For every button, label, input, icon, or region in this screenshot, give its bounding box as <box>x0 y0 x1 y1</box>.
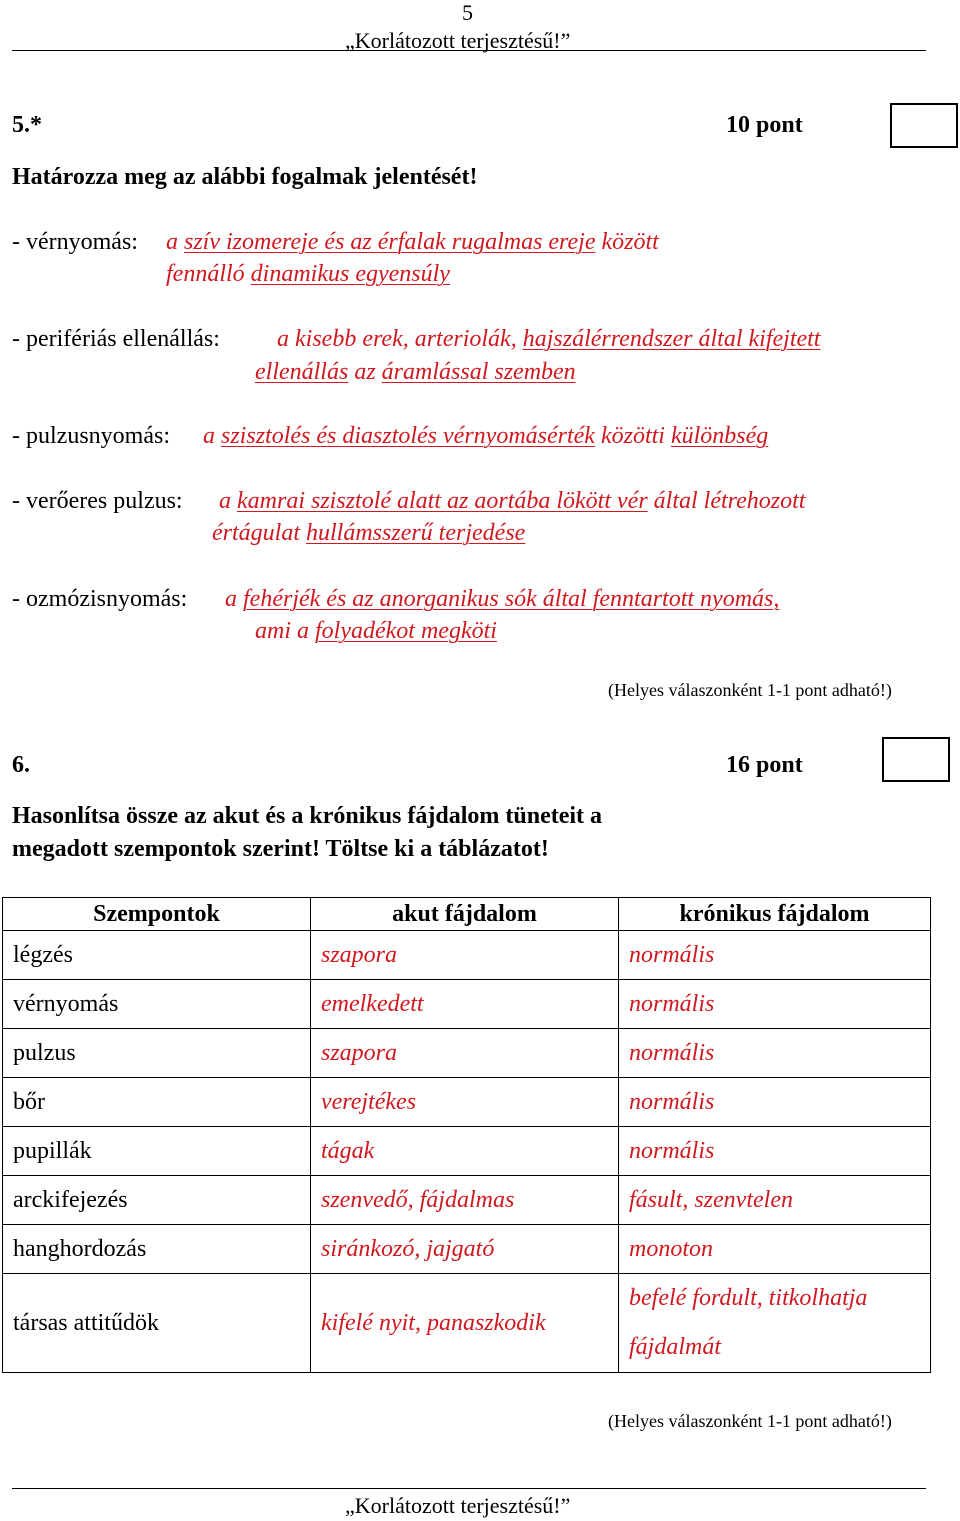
q5-instruction: Határozza meg az alábbi fogalmak jelentését! <box>12 164 478 190</box>
q6-instruction-line1: Hasonlítsa össze az akut és a krónikus fájdalom tüneteit a <box>12 803 603 829</box>
acute-answer-cell: emelkedett <box>311 980 619 1029</box>
table-row <box>3 1176 931 1225</box>
q5-answer-line <box>255 359 576 386</box>
underlined-answer-segment: dinamikus egyensúly <box>250 261 450 287</box>
answer-segment: a kisebb erek, arteriolák, <box>277 326 523 352</box>
q5-answer-line <box>255 618 497 645</box>
q5-term: - perifériás ellenállás: <box>12 326 220 352</box>
criterion-cell: légzés <box>3 931 311 980</box>
table-row <box>3 1274 931 1373</box>
footer-rule <box>12 1488 926 1489</box>
chronic-answer-cell <box>619 1274 931 1373</box>
criterion-cell: pupillák <box>3 1127 311 1176</box>
q5-answer-line <box>212 520 525 547</box>
header-akut-fajdalom: akut fájdalom <box>311 898 619 931</box>
header-kronikus-fajdalom: krónikus fájdalom <box>619 898 931 931</box>
acute-answer-cell: szapora <box>311 931 619 980</box>
underlined-answer-segment: kamrai szisztolé alatt az aortába lökött vér <box>237 488 648 514</box>
chronic-answer-cell: normális <box>619 1078 931 1127</box>
chronic-answer-cell: normális <box>619 931 931 980</box>
answer-segment: az <box>348 359 382 385</box>
page-number: 5 <box>462 0 473 25</box>
underlined-answer-segment: folyadékot megköti <box>315 618 497 644</box>
answer-segment: a <box>166 229 184 255</box>
underlined-answer-segment: hajszálérrendszer által kifejtett <box>522 326 821 352</box>
acute-answer-cell: kifelé nyit, panaszkodik <box>311 1274 619 1373</box>
underlined-answer-segment: fehérjék és az anorganikus sók által fenntartott nyomás, <box>243 586 780 612</box>
answer-segment: ami a <box>255 618 315 644</box>
criterion-cell: bőr <box>3 1078 311 1127</box>
q5-answer-line <box>166 261 450 288</box>
acute-answer-cell: szenvedő, fájdalmas <box>311 1176 619 1225</box>
table-row <box>3 1127 931 1176</box>
criterion-cell: hanghordozás <box>3 1225 311 1274</box>
chronic-answer-cell: normális <box>619 980 931 1029</box>
q5-term: - vérnyomás: <box>12 229 138 255</box>
underlined-answer-segment: áramlással szemben <box>381 359 576 385</box>
table-row <box>3 980 931 1029</box>
q5-score-box <box>890 103 958 148</box>
table-header-row <box>3 898 931 931</box>
acute-answer-cell: verejtékes <box>311 1078 619 1127</box>
q6-points: 16 pont <box>726 752 803 778</box>
answer-segment: között <box>595 229 659 255</box>
q5-scoring-note: (Helyes válaszonként 1-1 pont adható!) <box>608 680 892 700</box>
table-row <box>3 1029 931 1078</box>
chronic-answer-cell: normális <box>619 1029 931 1078</box>
chronic-answer-cell: normális <box>619 1127 931 1176</box>
acute-answer-cell: tágak <box>311 1127 619 1176</box>
underlined-answer-segment: ellenállás <box>255 359 349 385</box>
chronic-answer-cell: fásult, szenvtelen <box>619 1176 931 1225</box>
underlined-answer-segment: hullámsszerű terjedése <box>306 520 526 546</box>
table-row <box>3 931 931 980</box>
underlined-answer-segment: szív izomereje és az érfalak rugalmas ereje <box>184 229 596 255</box>
answer-segment: által létrehozott <box>647 488 806 514</box>
q6-scoring-note: (Helyes válaszonként 1-1 pont adható!) <box>608 1411 892 1431</box>
q5-answer-line <box>277 326 820 353</box>
q5-points: 10 pont <box>726 112 803 138</box>
acute-answer-cell: szapora <box>311 1029 619 1078</box>
answer-segment: értágulat <box>212 520 306 546</box>
q6-instruction-line2: megadott szempontok szerint! Töltse ki a táblázatot! <box>12 836 549 862</box>
q5-term: - pulzusnyomás: <box>12 423 170 449</box>
header-szempontok: Szempontok <box>3 898 311 931</box>
header-restriction: „Korlátozott terjesztésű!” <box>345 28 571 53</box>
answer-segment: a <box>219 488 237 514</box>
footer-restriction: „Korlátozott terjesztésű!” <box>345 1493 571 1518</box>
chronic-answer-text: befelé fordult, titkolhatja fájdalmát <box>629 1285 868 1360</box>
q5-number: 5.* <box>12 112 42 138</box>
answer-segment: fennálló <box>166 261 251 287</box>
q6-score-box <box>882 737 950 782</box>
answer-segment: a <box>203 423 221 449</box>
answer-segment: a <box>225 586 243 612</box>
underlined-answer-segment: különbség <box>670 423 769 449</box>
table-row <box>3 1078 931 1127</box>
pain-comparison-table <box>2 897 931 1373</box>
q5-answer-line <box>219 488 805 515</box>
q5-term: - verőeres pulzus: <box>12 488 183 514</box>
answer-segment: közötti <box>594 423 671 449</box>
criterion-cell: társas attitűdök <box>3 1274 311 1373</box>
chronic-answer-cell: monoton <box>619 1225 931 1274</box>
criterion-cell: pulzus <box>3 1029 311 1078</box>
header-rule <box>12 50 926 51</box>
q6-number: 6. <box>12 752 30 778</box>
table-row <box>3 1225 931 1274</box>
q5-answer-line <box>166 229 659 256</box>
q5-term: - ozmózisnyomás: <box>12 586 188 612</box>
q5-answer-line <box>225 586 779 613</box>
criterion-cell: arckifejezés <box>3 1176 311 1225</box>
q5-answer-line <box>203 423 768 450</box>
criterion-cell: vérnyomás <box>3 980 311 1029</box>
underlined-answer-segment: szisztolés és diasztolés vérnyomásérték <box>221 423 595 449</box>
acute-answer-cell: siránkozó, jajgató <box>311 1225 619 1274</box>
